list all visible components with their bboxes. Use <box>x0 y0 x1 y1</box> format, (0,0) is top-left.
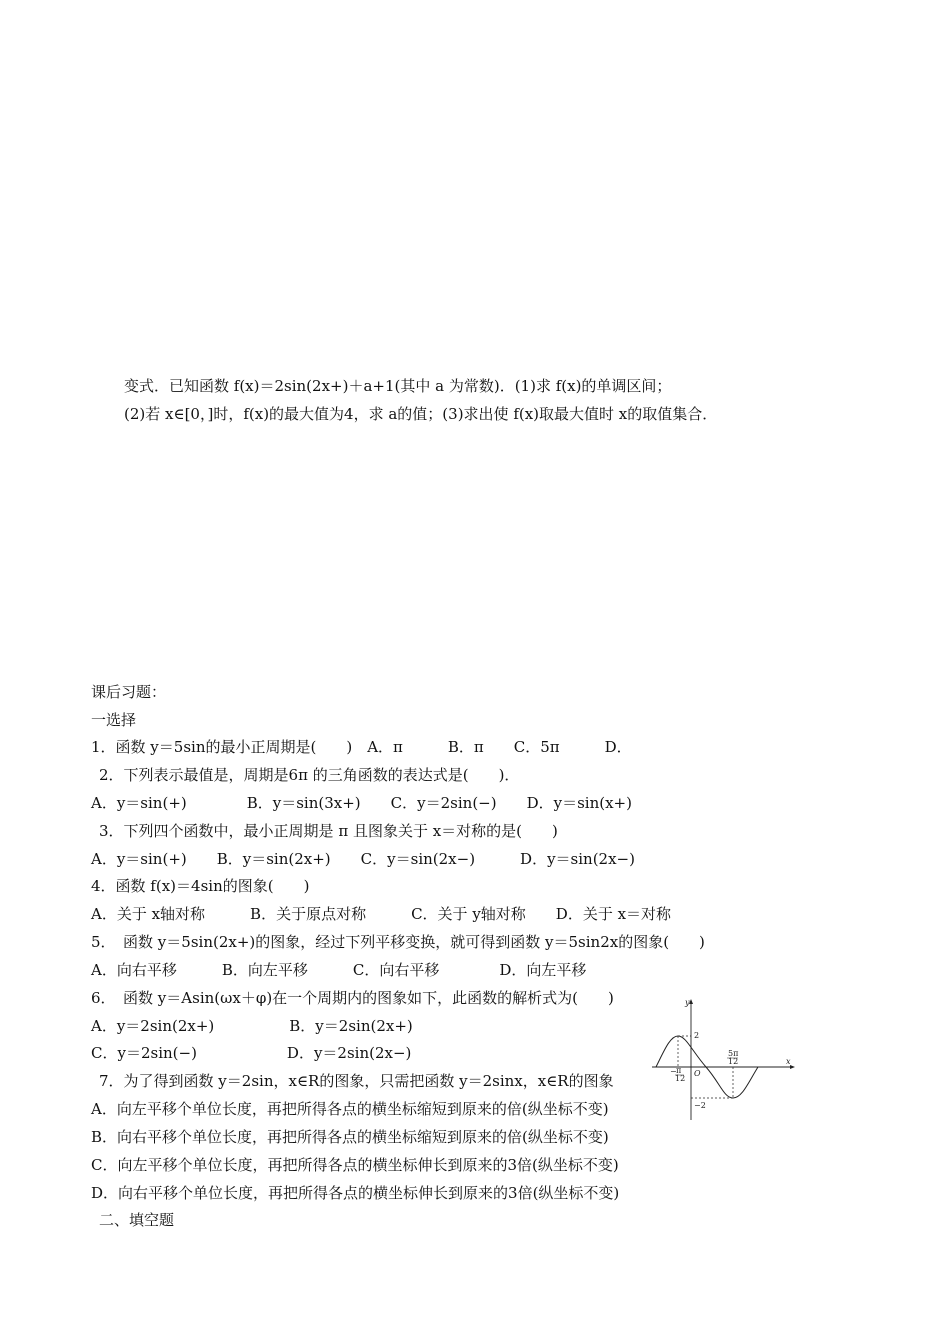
max-label: 2 <box>694 1031 700 1040</box>
question-2-options: A．y＝sin(+) B．y＝sin(3x+) C．y＝2sin(−) D．y＝sin(x+) <box>91 794 632 812</box>
x-axis-arrow <box>790 1065 795 1069</box>
homework-title: 课后习题： <box>91 683 167 701</box>
left-den: 12 <box>675 1074 686 1083</box>
left-sign: − <box>670 1067 677 1076</box>
question-7-option-b: B．向右平移个单位长度，再把所得各点的横坐标缩短到原来的倍(纵坐标不变) <box>91 1128 609 1146</box>
origin-label: O <box>694 1069 701 1078</box>
question-5: 5． 函数 y＝5sin(2x+)的图象，经过下列平移变换，就可得到函数 y＝5sin2x的图象( ) <box>91 933 705 951</box>
question-6-options-ab: A．y＝2sin(2x+) B．y＝2sin(2x+) <box>91 1017 413 1035</box>
variant-line-1: 变式．已知函数 f(x)＝2sin(2x+)＋a+1(其中 a 为常数)．(1)求 f(x)的单调区间； <box>124 377 672 395</box>
right-num: 5π <box>728 1049 739 1058</box>
question-3: 3．下列四个函数中，最小正周期是 π 且图象关于 x＝对称的是( ) <box>99 822 558 840</box>
question-1: 1．函数 y＝5sin的最小正周期是( ) A．π B．π C．5π D． <box>91 738 632 756</box>
question-6-options-cd: C．y＝2sin(−) D．y＝2sin(2x−) <box>91 1044 412 1062</box>
question-4-options: A．关于 x轴对称 B．关于原点对称 C．关于 y轴对称 D．关于 x＝对称 <box>91 905 672 923</box>
question-6: 6． 函数 y＝Asin(ωx＋φ)在一个周期内的图象如下，此函数的解析式为( ) <box>91 989 614 1007</box>
question-3-options: A．y＝sin(+) B．y＝sin(2x+) C．y＝sin(2x−) D．y＝sin(2x−) <box>91 850 635 868</box>
y-axis-label: y <box>685 998 690 1007</box>
question-4: 4．函数 f(x)＝4sin的图象( ) <box>91 877 310 895</box>
left-num: π <box>676 1066 682 1075</box>
variant-line-2: (2)若 x∈[0，]时，f(x)的最大值为4，求 a的值；(3)求出使 f(x)取最大值时 x的取值集合． <box>124 405 718 423</box>
section-choice: 一选择 <box>91 711 137 729</box>
section-fill-blank: 二、填空题 <box>99 1211 175 1229</box>
y-axis-arrow <box>689 999 693 1004</box>
question-7: 7．为了得到函数 y＝2sin，x∈R的图象，只需把函数 y＝2sinx，x∈R的图象 <box>99 1072 614 1090</box>
min-label: −2 <box>694 1101 706 1110</box>
question-7-option-c: C．向左平移个单位长度，再把所得各点的横坐标伸长到原来的3倍(纵坐标不变) <box>91 1156 619 1174</box>
sine-graph <box>648 994 798 1126</box>
x-axis-label: x <box>786 1057 791 1066</box>
sine-graph-svg <box>648 994 798 1126</box>
question-7-option-a: A．向左平移个单位长度，再把所得各点的横坐标缩短到原来的倍(纵坐标不变) <box>91 1100 609 1118</box>
question-2: 2．下列表示最值是，周期是6π 的三角函数的表达式是( )． <box>99 766 520 784</box>
right-den: 12 <box>728 1057 739 1066</box>
question-7-option-d: D．向右平移个单位长度，再把所得各点的横坐标伸长到原来的3倍(纵坐标不变) <box>91 1184 620 1202</box>
question-5-options: A．向右平移 B．向左平移 C．向右平移 D．向左平移 <box>91 961 587 979</box>
